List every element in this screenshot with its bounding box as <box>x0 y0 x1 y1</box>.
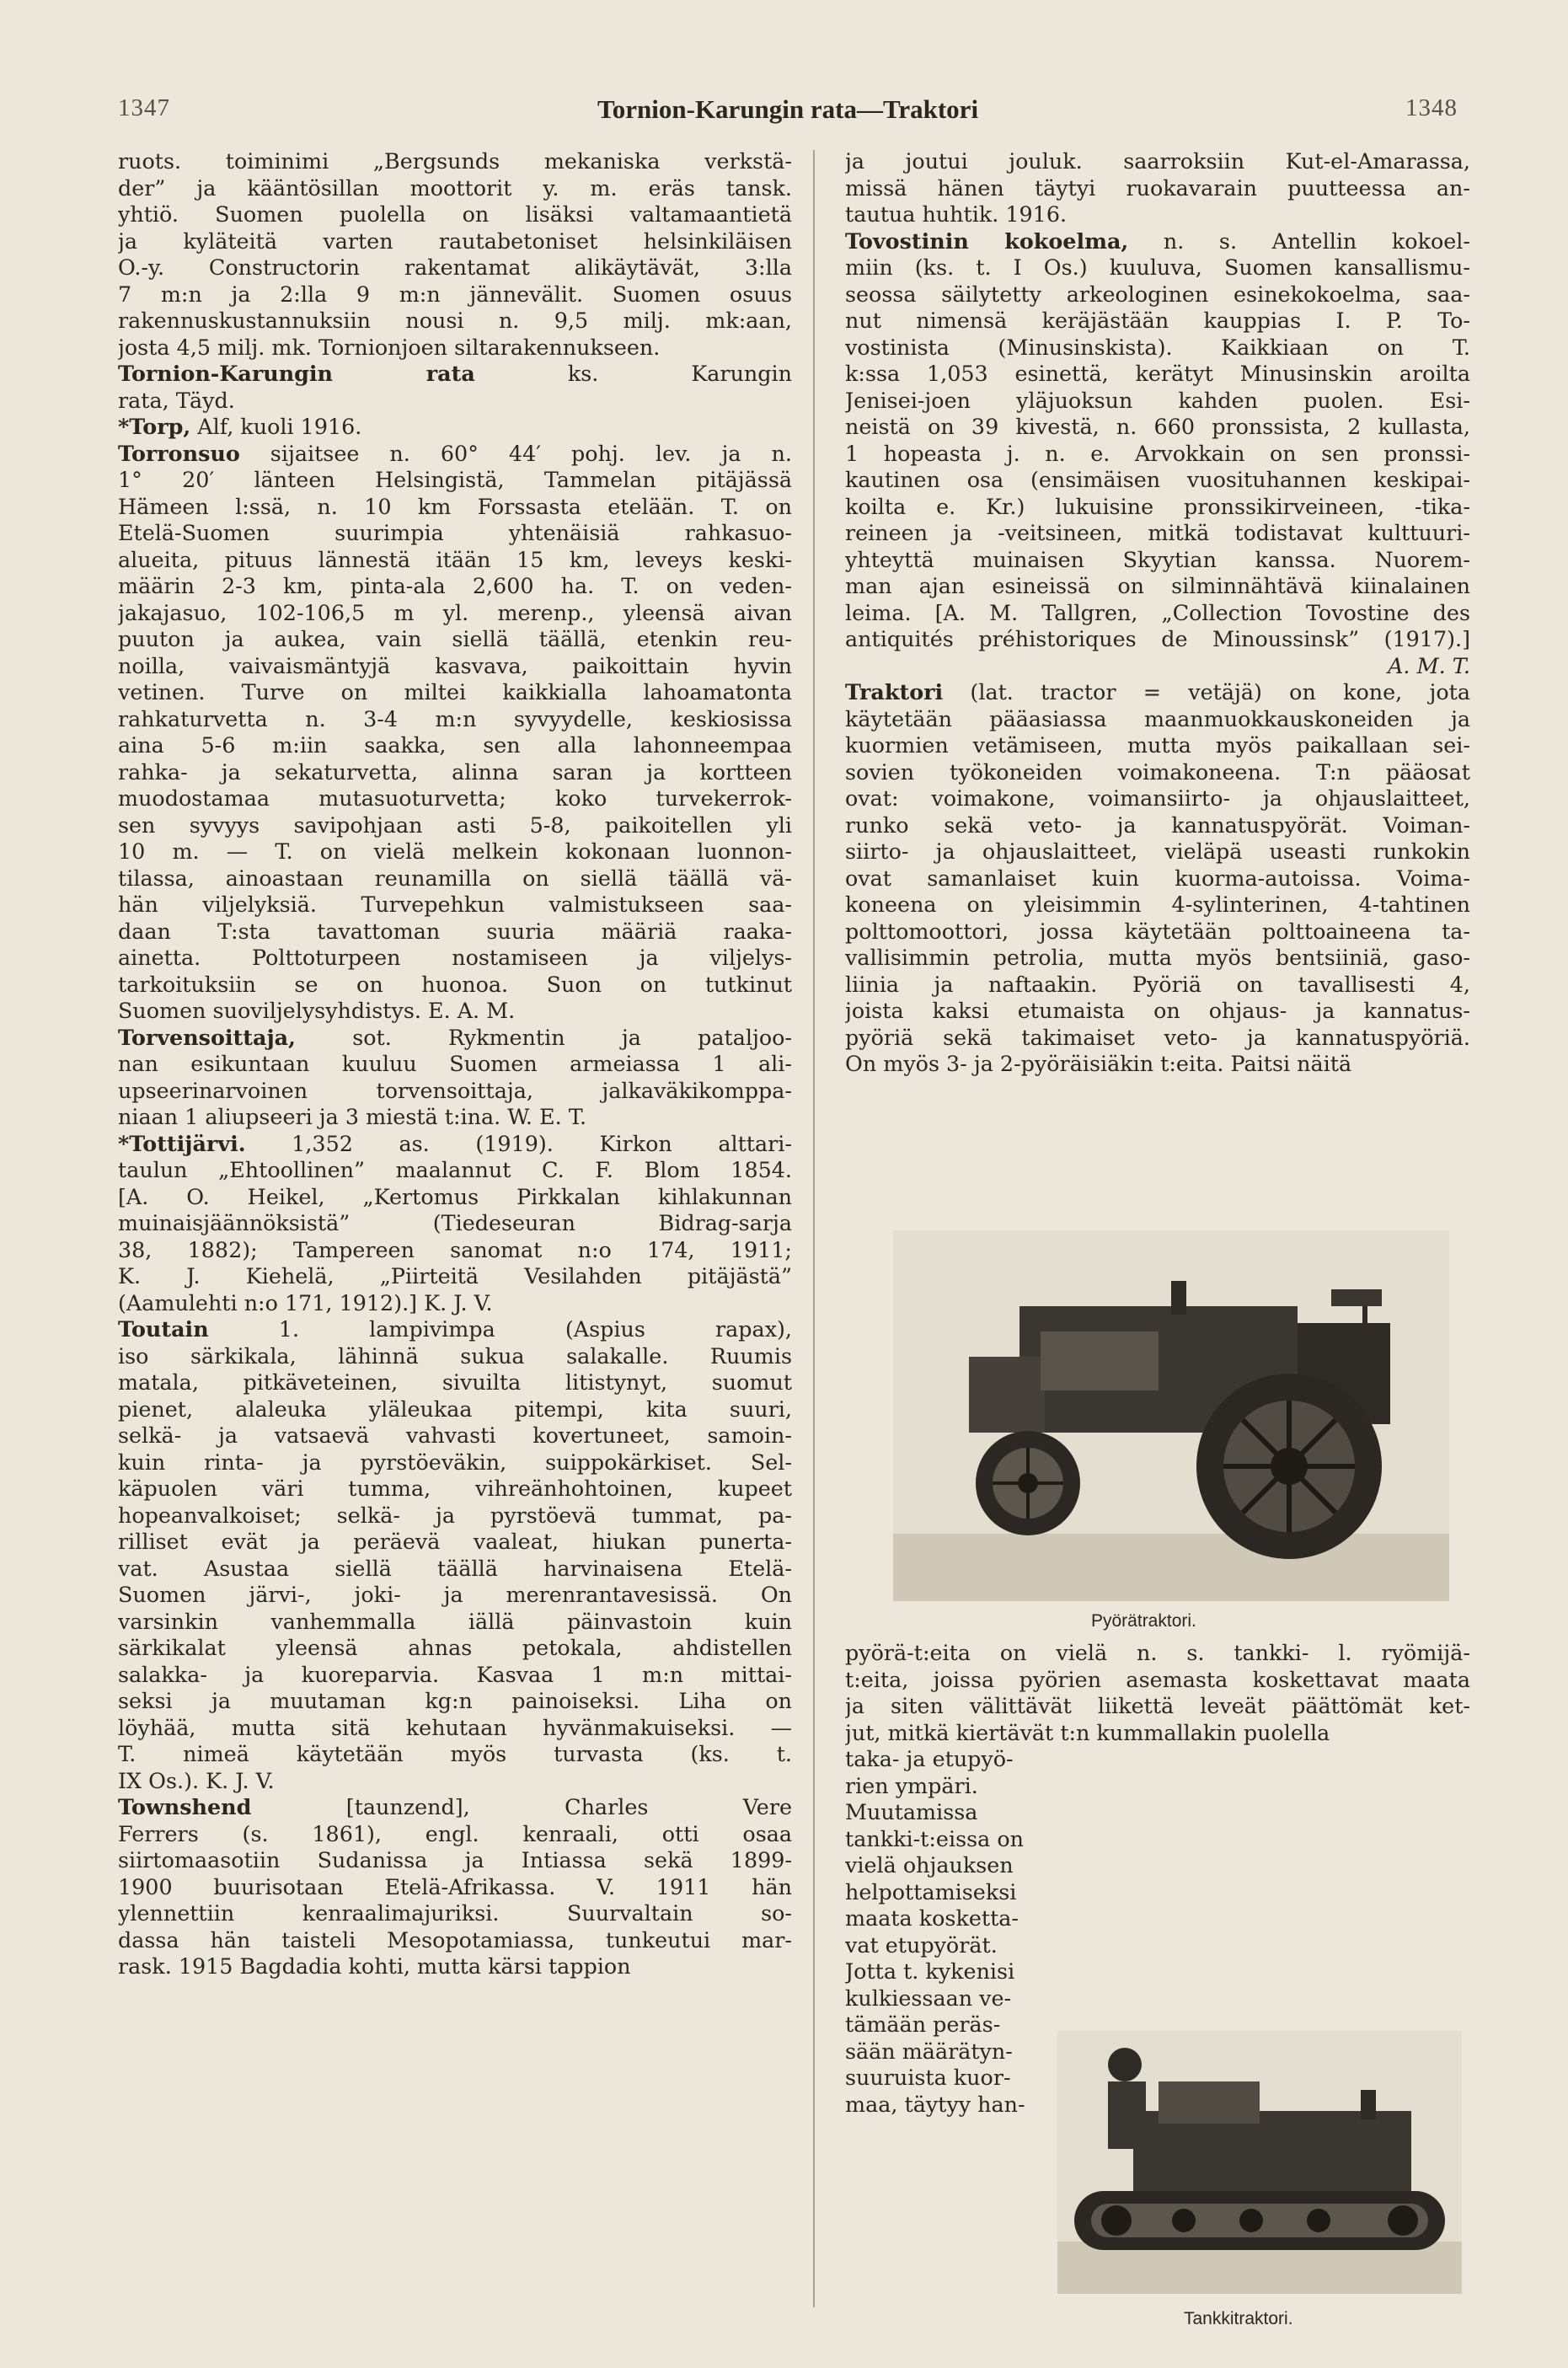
text-line: alueita, pituus lännestä itään 15 km, leveys keski- <box>118 546 792 572</box>
text-line <box>118 361 792 388</box>
text-run: Alf, kuoli 1916. <box>190 414 362 439</box>
text-line: pyörä-t:eita on vielä n. s. tankki- l. ryömijä- <box>845 1640 1470 1665</box>
text-line: vetinen. Turve on miltei kaikkialla lahoamatonta <box>118 679 792 705</box>
wheel-tractor-illustration <box>893 1230 1449 1601</box>
text-line: Suomen suoviljelysyhdistys. E. A. M. <box>118 998 516 1023</box>
page-header <box>118 94 1458 128</box>
text-line: maata kosketta- <box>845 1905 1019 1931</box>
text-line: nan esikuntaan kuuluu Suomen armeiassa 1 ali- <box>118 1051 792 1076</box>
text-run: 1. lampivimpa (Aspius rapax), <box>208 1316 792 1342</box>
text-run: 1,352 as. (1919). Kirkon alttari- <box>245 1130 792 1156</box>
text-line: kuin rinta- ja pyrstöeväkin, suippokärkiset. Sel- <box>118 1449 792 1475</box>
text-line: rakennuskustannuksiin nousi n. 9,5 milj. mk:aan, <box>118 308 792 333</box>
text-line: 1 hopeasta j. n. e. Arvokkain on sen pronssi- <box>845 440 1470 466</box>
text-run: sot. Rykmentin ja pataljoo- <box>295 1024 792 1050</box>
text-line: Jotta t. kykenisi <box>845 1958 1015 1984</box>
text-line: (Aamulehti n:o 171, 1912).] K. J. V. <box>118 1289 493 1315</box>
text-line: 1° 20′ länteen Helsingistä, Tammelan pitäjässä <box>118 467 792 492</box>
text-line: matala, pitkäveteinen, sivuilta litistynyt, suomut <box>118 1369 792 1395</box>
text-line: seksi ja muutaman kg:n painoiseksi. Liha on <box>118 1688 792 1713</box>
headword: *Tottijärvi. <box>118 1130 246 1156</box>
text-line: määrin 2-3 km, pinta-ala 2,600 ha. T. on veden- <box>118 573 792 598</box>
text-line: Suomen järvi-, joki- ja merenrantavesissä. On <box>118 1582 792 1607</box>
text-line <box>118 1794 792 1821</box>
text-line: rien ympäri. <box>845 1772 978 1798</box>
text-line: sovien työkoneiden voimakoneena. T:n pääosat <box>845 758 1470 785</box>
text-line: On myös 3- ja 2-pyöräisiäkin t:eita. Paitsi näitä <box>845 1051 1352 1076</box>
text-line: 1900 buurisotaan Etelä-Afrikassa. V. 1911 hän <box>118 1873 792 1899</box>
text-line: rahkaturvetta n. 3-4 m:n syvyydelle, keskiosissa <box>118 705 792 731</box>
text-line: O.-y. Constructorin rakentamat alikäytävät, 3:lla <box>118 254 792 280</box>
text-line: iso särkikala, lähinnä sukua salakalle. Ruumis <box>118 1342 792 1369</box>
text-line: t:eita, joissa pyörien asemasta koskettavat maata <box>845 1666 1470 1692</box>
text-line: man ajan esineissä on silminnähtävä kiinalainen <box>845 573 1470 598</box>
text-line: 38, 1882); Tampereen sanomat n:o 174, 1911; <box>118 1236 792 1262</box>
text-line: tarkoituksiin se on huonoa. Suon on tutkinut <box>118 971 792 997</box>
text-line: kautinen osa (ensimäisen vuosituhannen keskipai- <box>845 467 1470 492</box>
text-line: Jenisei-joen yläjuoksun kahden puolen. Esi- <box>845 387 1470 413</box>
text-line: ylennettiin kenraalimajuriksi. Suurvaltain so- <box>118 1900 792 1926</box>
headword: Tovostinin kokoelma, <box>845 228 1129 254</box>
text-line: joista kaksi etumaista on ohjaus- ja kannatus- <box>845 998 1470 1023</box>
text-line: dassa hän taisteli Mesopotamiassa, tunkeutui mar- <box>118 1926 792 1953</box>
text-line: löyhää, mutta sitä kehutaan hyvänmakuiseksi. — <box>118 1714 792 1740</box>
text-line: Muutamissa <box>845 1799 978 1824</box>
text-line: tämään peräs- <box>845 2012 1001 2037</box>
text-line: maa, täytyy han- <box>845 2091 1025 2117</box>
text-line: vallisimmin petrolia, mutta myös bentsiiniä, gaso- <box>845 945 1470 970</box>
text-line: der” ja kääntösillan moottorit y. m. eräs tansk. <box>118 174 792 201</box>
text-line <box>118 1025 792 1052</box>
text-line: aina 5-6 m:iin saakka, sen alla lahonneempaa <box>118 732 792 758</box>
headword: Tornion-Karungin rata <box>118 361 475 386</box>
headword: Townshend <box>118 1794 252 1819</box>
text-line: ja siten välittävät liikettä leveät päättömät ket- <box>845 1693 1470 1718</box>
text-line: tankki-t:eissa on <box>845 1825 1024 1851</box>
text-line: noilla, vaivaismäntyjä kasvava, paikoittain hyvin <box>118 652 792 678</box>
text-line: suuruista kuor- <box>845 2065 1011 2090</box>
text-line: missä hänen täytyi ruokavarain puutteessa an- <box>845 174 1470 201</box>
text-line: rilliset evät ja peräevä vaaleat, hiukan punerta- <box>118 1529 792 1554</box>
text-line: Hämeen l:ssä, n. 10 km Forssasta etelään. T. on <box>118 493 792 519</box>
running-title: Tornion-Karungin rata—Traktori <box>597 94 979 124</box>
text-line: koneena on yleisimmin 4-sylinterinen, 4-tahtinen <box>845 892 1470 917</box>
text-line: kulkiessaan ve- <box>845 1985 1012 2011</box>
text-line: helpottamiseksi <box>845 1878 1017 1905</box>
text-line: runko sekä veto- ja kannatuspyörät. Voiman- <box>845 812 1470 838</box>
text-line: k:ssa 1,053 esinettä, kerätyt Minusinskin aroilta <box>845 361 1470 386</box>
text-line: yhtiö. Suomen puolella on lisäksi valtamaantietä <box>118 201 792 227</box>
text-line: taulun „Ehtoollinen” maalannut C. F. Blom 1854. <box>118 1157 792 1182</box>
text-line <box>845 679 1470 706</box>
headword: Torronsuo <box>118 440 240 466</box>
text-line: liinia ja naftaakin. Pyöriä on tavallisesti 4, <box>845 971 1470 997</box>
text-line: ja joutui jouluk. saarroksiin Kut-el-Amarassa, <box>845 148 1470 174</box>
text-line: rahka- ja sekaturvetta, alinna saran ja kortteen <box>118 758 792 785</box>
right-column-narrow-text <box>845 1746 1041 2118</box>
text-line: A. M. T. <box>1388 652 1470 678</box>
right-column <box>845 148 1470 1078</box>
page-number-left: 1347 <box>118 94 170 121</box>
text-line: käytetään pääasiassa maanmuokkauskoneiden ja <box>845 705 1470 731</box>
text-line: tilassa, ainoastaan reunamilla on siellä täällä vä- <box>118 865 792 891</box>
text-line: daan T:sta tavattoman suuria määriä raaka- <box>118 918 792 944</box>
text-line: josta 4,5 milj. mk. Tornionjoen siltarakennukseen. <box>118 334 661 360</box>
text-run: (lat. tractor = vetäjä) on kone, jota <box>943 679 1470 705</box>
text-line: koilta e. Kr.) lukuisine pronssikirveineen, -tika- <box>845 493 1470 519</box>
text-line: 10 m. — T. on vielä melkein kokonaan luonnon- <box>118 838 792 864</box>
text-line <box>118 1131 792 1158</box>
text-line: sen syvyys savipohjaan asti 5-8, paikoitellen yli <box>118 812 792 838</box>
text-line: sään määrätyn- <box>845 2038 1013 2064</box>
text-line <box>118 1316 792 1343</box>
text-line: T. nimeä käytetään myös turvasta (ks. t. <box>118 1741 792 1766</box>
text-line: miin (ks. t. I Os.) kuuluva, Suomen kansallismu- <box>845 254 1470 280</box>
headword: *Torp, <box>118 414 191 439</box>
text-line: pienet, alaleuka yläleukaa pitempi, kita suuri, <box>118 1396 792 1422</box>
text-line: rata, Täyd. <box>118 387 235 413</box>
text-line: salakka- ja kuoreparvia. Kasvaa 1 m:n mittai- <box>118 1661 792 1687</box>
text-line: puuton ja aukea, vain siellä täällä, etenkin reu- <box>118 626 792 651</box>
text-line: antiquités préhistoriques de Minoussinsk” (1917).] <box>845 626 1470 651</box>
column-divider <box>813 150 815 2307</box>
text-line: kuormien vetämiseen, mutta myös paikallaan sei- <box>845 732 1470 758</box>
right-column-continuation <box>845 1640 1470 1746</box>
text-line: 7 m:n ja 2:lla 9 m:n jännevälit. Suomen osuus <box>118 281 792 307</box>
figure-caption-wheel-tractor: Pyörätraktori. <box>1091 1611 1196 1631</box>
text-line: ja kyläteitä varten rautabetoniset helsinkiläisen <box>118 228 792 254</box>
headword: Traktori <box>845 679 944 705</box>
text-line: reineen ja -veitsineen, mitkä todistavat kulttuuri- <box>845 520 1470 545</box>
text-line: niaan 1 aliupseeri ja 3 miestä t:ina. W. E. T. <box>118 1104 587 1129</box>
headword: Torvensoittaja, <box>118 1024 296 1050</box>
text-line: upseerinarvoinen torvensoittaja, jalkaväkikomppa- <box>118 1077 792 1103</box>
headword: Toutain <box>118 1316 209 1342</box>
text-line <box>845 228 1470 255</box>
text-line: ruots. toiminimi „Bergsunds mekaniska verkstä- <box>118 148 792 174</box>
text-line: leima. [A. M. Tallgren, „Collection Tovostine des <box>845 599 1470 625</box>
text-line: vostinista (Minusinskista). Kaikkiaan on T. <box>845 334 1470 360</box>
text-run: n. s. Antellin kokoel- <box>1128 228 1470 254</box>
text-line: IX Os.). K. J. V. <box>118 1767 275 1793</box>
text-line: hän viljelyksiä. Turvepehkun valmistukseen saa- <box>118 892 792 917</box>
text-line: hopeanvalkoiset; selkä- ja pyrstöevä tummat, pa- <box>118 1502 792 1528</box>
text-run: [taunzend], Charles Vere <box>251 1794 792 1819</box>
text-line: vat. Asustaa siellä täällä harvinaisena Etelä- <box>118 1555 792 1581</box>
text-line: ovat samanlaiset kuin kuorma-autoissa. Voima- <box>845 865 1470 891</box>
text-line: siirtomaasotiin Sudanissa ja Intiassa sekä 1899- <box>118 1847 792 1872</box>
text-line: nut nimensä keräjästään kauppias I. P. To- <box>845 308 1470 333</box>
left-column <box>118 148 792 1980</box>
text-line: neistä on 39 kivestä, n. 660 pronssista, 2 kullasta, <box>845 414 1470 439</box>
text-line: jakajasuo, 102-106,5 m yl. merenp., yleensä aivan <box>118 599 792 625</box>
text-line: yhteyttä muinaisen Skyytian kanssa. Nuorem- <box>845 546 1470 572</box>
text-line: vat etupyörät. <box>845 1931 998 1958</box>
text-line <box>118 441 792 468</box>
text-line: siirto- ja ohjauslaitteet, vieläpä useasti runkokin <box>845 838 1470 864</box>
text-line: ovat: voimakone, voimansiirto- ja ohjauslaitteet, <box>845 785 1470 811</box>
text-line: vielä ohjauksen <box>845 1852 1014 1878</box>
text-line <box>118 414 792 441</box>
text-line: särkikalat yleensä ahnas petokala, ahdistellen <box>118 1635 792 1660</box>
text-line: polttomoottori, jossa käytetään polttoaineena ta- <box>845 918 1470 944</box>
text-line: Ferrers (s. 1861), engl. kenraali, otti osaa <box>118 1820 792 1846</box>
text-line: pyöriä sekä takimaiset veto- ja kannatuspyöriä. <box>845 1024 1470 1050</box>
text-line: selkä- ja vatsaevä vahvasti kovertuneet, samoin- <box>118 1422 792 1448</box>
text-line: Etelä-Suomen suurimpia yhtenäisiä rahkasuo- <box>118 520 792 545</box>
text-run: ks. Karungin <box>474 361 792 386</box>
tank-tractor-illustration <box>1057 2031 1462 2294</box>
text-line: jut, mitkä kiertävät t:n kummallakin puolella <box>845 1719 1330 1745</box>
text-line: käpuolen väri tumma, vihreänhohtoinen, kupeet <box>118 1476 792 1501</box>
text-line: K. J. Kiehelä, „Piirteitä Vesilahden pitäjästä” <box>118 1263 792 1288</box>
text-line: varsinkin vanhemmalla iällä päinvastoin kuin <box>118 1608 792 1634</box>
text-run: sijaitsee n. 60° 44′ pohj. lev. ja n. <box>239 440 792 466</box>
text-line: [A. O. Heikel, „Kertomus Pirkkalan kihlakunnan <box>118 1183 792 1209</box>
text-line: muinaisjäännöksistä” (Tiedeseuran Bidrag-sarja <box>118 1210 792 1235</box>
text-line: tautua huhtik. 1916. <box>845 201 1068 227</box>
figure-caption-tank-tractor: Tankkitraktori. <box>1184 2309 1293 2328</box>
text-line: rask. 1915 Bagdadia kohti, mutta kärsi tappion <box>118 1953 631 1979</box>
text-line: ainetta. Polttoturpeen nostamiseen ja viljelys- <box>118 945 792 970</box>
text-line: muodostamaa mutasuoturvetta; koko turvekerrok- <box>118 785 792 811</box>
text-line: seossa säilytetty arkeologinen esinekokoelma, saa- <box>845 281 1470 307</box>
text-line: taka- ja etupyö- <box>845 1746 1014 1771</box>
page-number-right: 1348 <box>1405 94 1458 121</box>
